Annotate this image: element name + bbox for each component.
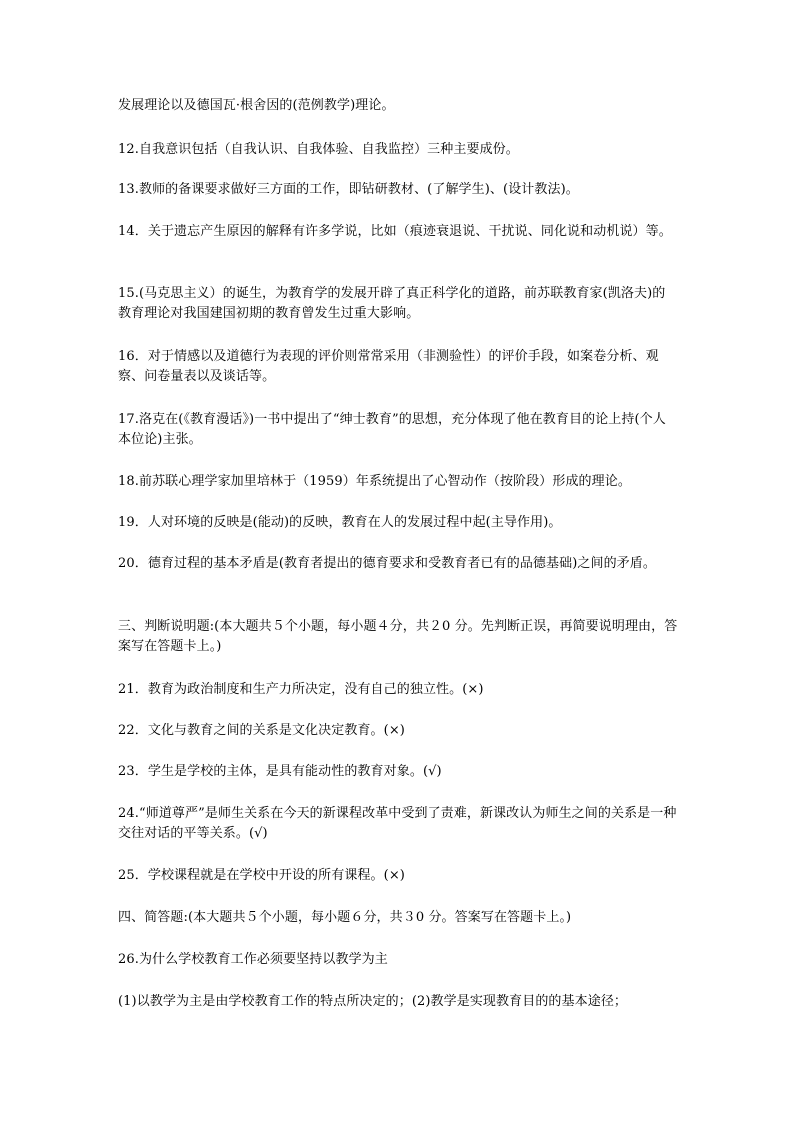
- question-17: 17.洛克在(《教育漫话》)一书中提出了“绅士教育”的思想，充分体现了他在教育目的论上持(个人本位论)主张。: [118, 412, 666, 447]
- question-19: 19．人对环境的反映是(能动)的反映，教育在人的发展过程中起(主导作用)。: [118, 515, 562, 530]
- question-14: 14．关于遗忘产生原因的解释有许多学说，比如（痕迹衰退说、干扰说、同化说和动机说）等。: [118, 224, 672, 239]
- answer-26: (1)以教学为主是由学校教育工作的特点所决定的；(2)教学是实现教育目的的基本途径；: [118, 994, 628, 1009]
- question-16: 16．对于情感以及道德行为表现的评价则常常采用（非测验性）的评价手段，如案卷分析、观察、问卷量表以及谈话等。: [118, 349, 659, 384]
- question-20: 20．德育过程的基本矛盾是(教育者提出的德育要求和受教育者已有的品德基础)之间的矛盾。: [118, 556, 656, 571]
- section-4-heading: 四、简答题:(本大题共５个小题，每小题６分，共３0 分。答案写在答题卡上。): [118, 910, 572, 925]
- question-18: 18.前苏联心理学家加里培林于（1959）年系统提出了心智动作（按阶段）形成的理论。: [118, 474, 631, 489]
- question-21: 21．教育为政治制度和生产力所决定，没有自己的独立性。(×): [118, 682, 484, 697]
- question-26: 26.为什么学校教育工作必须要坚持以教学为主: [118, 952, 388, 967]
- question-13: 13.教师的备课要求做好三方面的工作，即钻研教材、(了解学生)、(设计教法)。: [118, 182, 579, 197]
- question-25: 25．学校课程就是在学校中开设的所有课程。(×): [118, 868, 405, 883]
- question-22: 22．文化与教育之间的关系是文化决定教育。(×): [118, 723, 405, 738]
- question-15: 15.(马克思主义）的诞生，为教育学的发展开辟了真正科学化的道路，前苏联教育家(凯洛夫)的教育理论对我国建国初期的教育曾发生过重大影响。: [118, 286, 666, 321]
- question-24: 24.“师道尊严”是师生关系在今天的新课程改革中受到了责难，新课改认为师生之间的关系是一种交往对话的平等关系。(√): [118, 806, 677, 841]
- question-23: 23．学生是学校的主体，是具有能动性的教育对象。(√): [118, 764, 442, 779]
- section-3-heading: 三、判断说明题:(本大题共５个小题，每小题４分，共２0 分。先判断正误，再简要说明理由，答案写在答题卡上。): [118, 619, 678, 654]
- question-12: 12.自我意识包括（自我认识、自我体验、自我监控）三种主要成份。: [118, 142, 519, 157]
- paragraph-intro-continuation: 发展理论以及德国瓦·根舍因的(范例教学)理论。: [118, 98, 395, 113]
